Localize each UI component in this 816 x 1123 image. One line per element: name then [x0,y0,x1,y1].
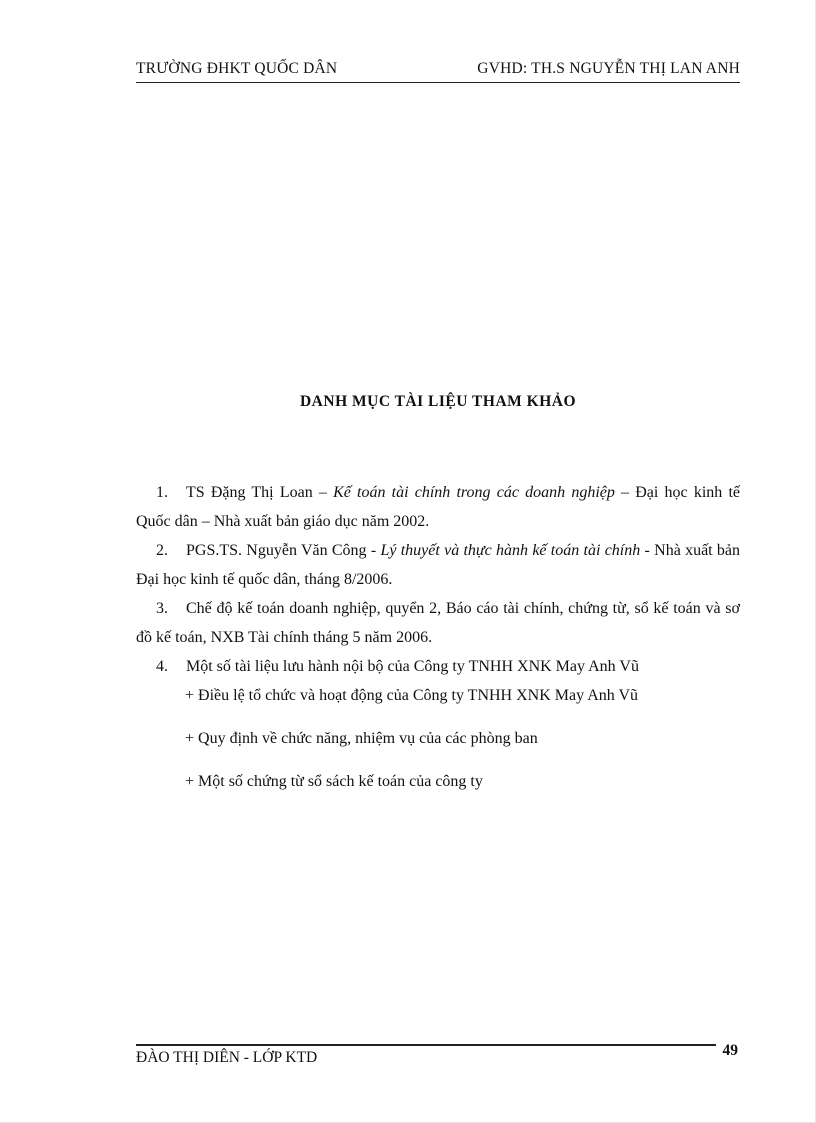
footer-author: ĐÀO THỊ DIÊN - LỚP KTD [136,1049,318,1066]
reference-title: Lý thuyết và thực hành kế toán tài chính [380,542,641,559]
header-school: TRƯỜNG ĐHKT QUỐC DÂN [136,60,338,77]
sub-item-documents: + Một số chứng từ sổ sách kế toán của công ty [185,773,483,790]
reference-number: 4. [156,658,168,675]
reference-item-3 [136,594,740,652]
page-title: DANH MỤC TÀI LIỆU THAM KHẢO [299,393,577,410]
reference-title: Kế toán tài chính trong các doanh nghiệp [333,484,615,501]
page-header [136,60,740,84]
header-rule [136,82,740,83]
header-supervisor: GVHD: TH.S NGUYỄN THỊ LAN ANH [477,60,740,77]
reference-list [136,478,740,796]
sub-item-regulations: + Quy định về chức năng, nhiệm vụ của các phòng ban [185,730,538,747]
reference-item-1 [136,478,740,536]
reference-number: 3. [156,600,168,617]
reference-text: PGS.TS. Nguyễn Văn Công - [186,542,381,559]
footer-rule [136,1044,716,1046]
reference-text: Chế độ kế toán doanh nghiệp, quyển 2, Báo cáo tài chính, chứng từ, sổ kế toán và sơ đồ kế toán, NXB Tài chính tháng 5 năm 2006. [136,600,740,646]
reference-number: 2. [156,542,168,559]
reference-text-end: – Đại học kinh tế Quốc dân – Nhà xuất bản giáo dục năm 2002. [136,484,741,530]
reference-text: TS Đặng Thị Loan – [186,484,334,501]
reference-item-4 [136,652,740,681]
reference-text: Một số tài liệu lưu hành nội bộ của Công ty TNHH XNK May Anh Vũ [186,658,639,675]
reference-text-end: - Nhà xuất bản Đại học kinh tế quốc dân, tháng 8/2006. [136,542,741,588]
page-number: 49 [722,1042,738,1059]
sub-item-charter: + Điều lệ tổ chức và hoạt động của Công ty TNHH XNK May Anh Vũ [185,687,639,704]
reference-number: 1. [156,484,168,501]
reference-item-2 [136,536,740,594]
